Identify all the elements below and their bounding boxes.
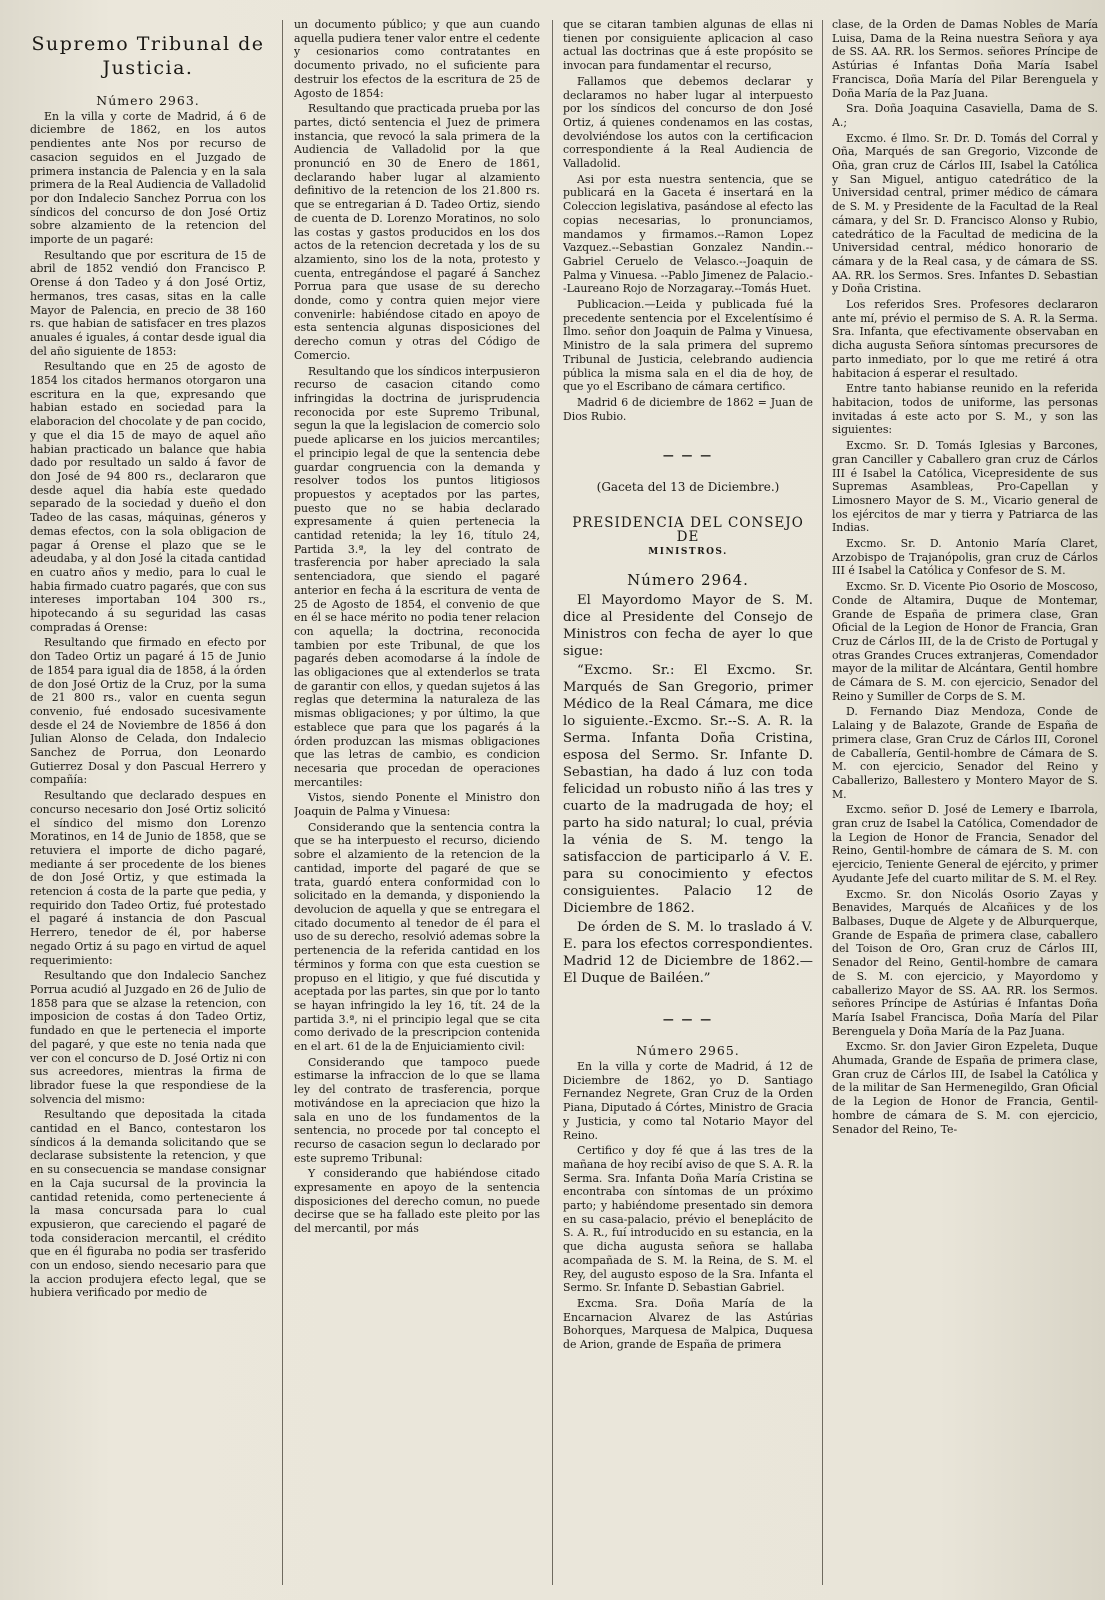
column-3 [563, 18, 813, 1588]
article-number: Número 2965. [636, 1043, 740, 1059]
paragraph: Los referidos Sres. Profesores declararon ante mí, prévio el permiso de S. A. R. la Serma. Sra. Infanta, que efectivamente observaban en dicha augusta Señora síntomas precursores de parto inmediato, por lo que me retiré á otra habitacion á esperar el resultado. [832, 298, 1098, 380]
paragraph: Excmo. señor D. José de Lemery e Ibarrola, gran cruz de Isabel la Católica, Comendador de la Legion de Honor de Francia, Senador del Reino, Gentil-hombre de cámara de S. M. con ejercicio, Teniente General de ejército, y primer Ayudante Jefe del cuarto militar de S. M. el Rey. [832, 803, 1098, 885]
paragraph: Resultando que en 25 de agosto de 1854 los citados hermanos otorgaron una escritura en la que, expresando que habian estado en sociedad para la elaboracion del chocolate y de pan cocido, y que el dia 15 de mayo de aquel año habian practicado un balance que habia dado por resultado un saldo á favor de don José de 94 800 rs., declararon que desde aquel dia había este quedado separado de la sociedad y dueño el don Tadeo de las casas, máquinas, géneros y demas efectos, con la sola obligacion de pagar á Orense el plazo que se le adeudaba, y al don José la citada cantidad en cuatro años y medio, para lo cual le habia firmado cuatro pagarés, que con sus intereses importaban 104 300 rs., hipotecando á su seguridad las casas compradas á Orense: [30, 360, 266, 634]
article-number: Número 2963. [96, 93, 200, 108]
paragraph: Resultando que los síndicos interpusieron recurso de casacion citando como infringidas la doctrina de jurisprudencia reconocida por este Supremo Tribunal, segun la que la legislacion de comercio solo puede aplicarse en los juicios mercantiles; el principio legal de que la sentencia debe guardar congruencia con la demanda y resolver todos los puntos litigiosos propuestos y aceptados por las partes, puesto que no se habia declarado expresamente á quien pertenecia la cantidad retenida; la ley 16, título 24, Partida 3.ª, la ley del contrato de trasferencia por haber apreciado la sala sentenciadora, que siendo el pagaré anterior en fecha á la escritura de venta de 25 de Agosto de 1854, el convenio de que en él se hace mérito no podia tener relacion con aquella; la doctrina, reconocida tambien por este Tribunal, de que los pagarés deben acomodarse á la índole de las obligaciones que al extenderlos se trata de garantir con ellos, y quedan sujetos á las reglas que determina la naturaleza de las mismas obligaciones; y por último, la que establece que para que los pagarés á la órden produzcan las mismas obligaciones que las letras de cambio, es condicion necesaria que procedan de operaciones mercantiles: [294, 364, 540, 789]
paragraph: un documento público; y que aun cuando aquella pudiera tener valor entre el cedente y cesionarios como contratantes en documento privado, no el suficiente para destruir los efectos de la escritura de 25 de Agosto de 1854: [294, 18, 540, 100]
paragraph: Certifico y doy fé que á las tres de la mañana de hoy recibí aviso de que S. A. R. la Serma. Sra. Infanta Doña María Cristina se encontraba con síntomas de un próximo parto; y habiéndome presentado sin demora en su casa-palacio, prévio el beneplácito de S. A. R., fuí introducido en su estancia, en la que dicha augusta señora se hallaba acompañada de S. M. la Reina, de S. M. el Rey, del augusto esposo de la Sra. Infanta el Sermo. Sr. Infante D. Sebastian Gabriel. [563, 1144, 813, 1295]
paragraph: D. Fernando Diaz Mendoza, Conde de Lalaing y de Balazote, Grande de España de primera clase, Gran Cruz de Cárlos III, Coronel de Caballería, Gentil-hombre de Cámara de S. M. con ejercicio, Senador del Reino y Caballerizo, Ballestero y Montero Mayor de S. M. [832, 705, 1098, 801]
column-rule [282, 20, 283, 1585]
paragraph: Excmo. Sr. don Javier Giron Ezpeleta, Duque Ahumada, Grande de España de primera clase, Gran cruz de Cárlos III, de Isabel la Católica y de la militar de San Hermenegildo, Gran Oficial de la Legion de Honor de Francia, Gentil-hombre de cámara de S. M. con ejercicio, Senador del Reino, Te- [832, 1040, 1098, 1136]
paragraph: Resultando que por escritura de 15 de abril de 1852 vendió don Francisco P. Orense á don Tadeo y á don José Ortiz, hermanos, tres casas, sitas en la calle Mayor de Palencia, en precio de 38 160 rs. que habian de satisfacer en tres plazos anuales é iguales, á contar desde igual dia del año siguiente de 1853: [30, 248, 266, 358]
column-1 [30, 18, 266, 1588]
column-2 [294, 18, 540, 1588]
paragraph: Sra. Doña Joaquina Casaviella, Dama de S. A.; [832, 102, 1098, 129]
paragraph: Resultando que don Indalecio Sanchez Porrua acudió al Juzgado en 26 de Julio de 1858 para que se alzase la retencion, con imposicion de costas á don Tadeo Ortiz, fundado en que le pertenecia el importe del pagaré, y que este no tenia nada que ver con el concurso de D. José Ortiz ni con sus acreedores, mientras la firma de librador fuese la que respondiese de la solvencia del mismo: [30, 969, 266, 1106]
paragraph: Considerando que tampoco puede estimarse la infraccion de lo que se llama ley del contrato de trasferencia, porque motivándose en la apreciacion que hizo la sala en uno de los fundamentos de la sentencia, no procede por tal concepto el recurso de casacion segun lo declarado por este supremo Tribunal: [294, 1055, 540, 1165]
gaceta-note: (Gaceta del 13 de Diciembre.) [596, 480, 780, 495]
paragraph: Resultando que practicada prueba por las partes, dictó sentencia el Juez de primera instancia, que revocó la sala primera de la Audiencia de Valladolid por la que pronunció en 30 de Enero de 1861, declarando haber lugar al alzamiento definitivo de la retencion de los 21.800 rs. que se entregarian á D. Tadeo Ortiz, siendo de cuenta de D. Lorenzo Moratinos, no solo las costas y gastos producidos en los dos actos de la retencion decretada y los de su alzamiento, sino los de la nota, protesto y cuenta, entregándose el pagaré á Sanchez Porrua para que usase de su derecho donde, como y contra quien mejor viere convenirle: habiéndose citado en apoyo de esta sentencia algunas disposiciones del derecho comun y otras del Código de Comercio. [294, 102, 540, 362]
paragraph: Excmo. Sr. D. Vicente Pio Osorio de Moscoso, Conde de Altamira, Duque de Montemar, Grande de España de primera clase, Gran Oficial de la Legion de Honor de Francia, Gran Cruz de Cárlos III, de la de Cristo de Portugal y otras Grandes Cruces extranjeras, Comendador mayor de la militar de Alcántara, Gentil hombre de Cámara de S. M. con ejercicio, Senador del Reino y Sumiller de Corps de S. M. [832, 580, 1098, 703]
column-4 [832, 18, 1098, 1588]
paragraph: Asi por esta nuestra sentencia, que se publicará en la Gaceta é insertará en la Coleccion legislativa, pasándose al efecto las copias necesarias, lo pronunciamos, mandamos y firmamos.--Ramon Lopez Vazquez.--Sebastian Gonzalez Nandin.--Gabriel Ceruelo de Velasco.--Joaquin de Palma y Vinuesa. --Pablo Jimenez de Palacio.--Laureano Rojo de Norzagaray.--Tomás Huet. [563, 172, 813, 296]
section-subheading: MINISTROS. [648, 547, 728, 558]
paragraph: En la villa y corte de Madrid, á 12 de Diciembre de 1862, yo D. Santiago Fernandez Negrete, Gran Cruz de la Orden Piana, Diputado á Córtes, Ministro de Gracia y Justicia, y como tal Notario Mayor del Reino. [563, 1060, 813, 1142]
separator: — — — [662, 449, 714, 463]
paragraph: Excmo. Sr. D. Tomás Iglesias y Barcones, gran Canciller y Caballero gran cruz de Cárlos III é Isabel la Católica, Vicepresidente de sus Supremas Asambleas, Pro-Capellan y Limosnero Mayor de S. M., Vicario general de los ejércitos de mar y tierra y Patriarca de las Indias. [832, 439, 1098, 535]
column-rule [822, 20, 823, 1585]
paragraph: Resultando que firmado en efecto por don Tadeo Ortiz un pagaré á 15 de Junio de 1854 para igual dia de 1858, á la órden de don José Ortiz de la Cruz, por la suma de 21 800 rs., valor en cuenta segun convenio, fué endosado sucesivamente desde el 24 de Noviembre de 1856 á don Julian Alonso de Celada, don Indalecio Sanchez de Porrua, don Leonardo Gutierrez Dosal y don Pascual Herrero y compañía: [30, 636, 266, 787]
separator: — — — [662, 1012, 714, 1026]
paragraph: clase, de la Orden de Damas Nobles de María Luisa, Dama de la Reina nuestra Señora y aya de SS. AA. RR. los Sermos. señores Príncipe de Astúrias é Infantas Doña María Isabel Francisca, Doña María del Pilar Berenguela y Doña María de la Paz Juana. [832, 18, 1098, 100]
section-heading: PRESIDENCIA DEL CONSEJO DE [572, 514, 804, 545]
paragraph: Madrid 6 de diciembre de 1862 = Juan de Dios Rubio. [563, 395, 813, 423]
paragraph: Considerando que la sentencia contra la que se ha interpuesto el recurso, diciendo sobre el alzamiento de la retencion de la cantidad, importe del pagaré de que se trata, guardó entera conformidad con lo solicitado en la demanda, y disponiendo la devolucion de aquella y que se entregara el citado documento al tenedor de él para el uso de su derecho, resolvió ademas sobre la pertenencia de la referida cantidad en los términos y forma con que esta cuestion se propuso en el litigio, y que fué discutida y aceptada por las partes, sin que por lo tanto se hayan infringido la ley 16, tít. 24 de la partida 3.ª, ni el principio legal que se cita como derivado de la prescripcion contenida en el art. 61 de la de Enjuiciamiento civil: [294, 820, 540, 1054]
paragraph: Y considerando que habiéndose citado expresamente en apoyo de la sentencia disposiciones del derecho comun, no puede decirse que se ha fallado este pleito por las del mercantil, por más [294, 1167, 540, 1236]
paragraph: Resultando que depositada la citada cantidad en el Banco, contestaron los síndicos á la demanda solicitando que se declarase subsistente la retencion, y que en su consecuencia se mandase consignar en la Caja sucursal de la provincia la cantidad retenida, como perteneciente á la masa concursada para lo cual expusieron, que careciendo el pagaré de toda consideracion mercantil, el crédito que en él figuraba no podia ser trasferido con un endoso, siendo necesario para que la accion produjera efecto legal, que se hubiera verificado por medio de [30, 1108, 266, 1300]
paragraph: El Mayordomo Mayor de S. M. dice al Presidente del Consejo de Ministros con fecha de ayer lo que sigue: [563, 592, 813, 659]
section-title: Supremo Tribunal de Justicia. [31, 33, 265, 79]
paragraph: Excmo. é Ilmo. Sr. Dr. D. Tomás del Corral y Oña, Marqués de san Gregorio, Vizconde de Oña, gran cruz de Cárlos III, Isabel la Católica y San Miguel, antiguo catedrático de la Universidad central, primer médico de cámara de S. M. y Presidente de la Facultad de la Real cámara, y del Sr. D. Francisco Alonso y Rubio, catedrático de la Facultad de medicina de la Universidad central, médico honorario de cámara y de la Real casa, y de cámara de SS. AA. RR. los Sermos. Sres. Infantes D. Sebastian y Doña Cristina. [832, 131, 1098, 296]
paragraph: Publicacion.—Leida y publicada fué la precedente sentencia por el Excelentísimo é Ilmo. señor don Joaquin de Palma y Vinuesa, Ministro de la sala primera del supremo Tribunal de Justicia, celebrando audiencia pública la misma sala en el dia de hoy, de que yo el Escribano de cámara certifico. [563, 298, 813, 394]
column-rule [552, 20, 553, 1585]
paragraph: Excmo. Sr. don Nicolás Osorio Zayas y Benavides, Marqués de Alcañices y de los Balbases, Duque de Algete y de Alburquerque, Grande de España de primera clase, caballero del Toison de Oro, Gran cruz de Cárlos III, Senador del Reino, Gentil-hombre de camara de S. M. con ejercicio, y Mayordomo y caballerizo Mayor de SS. AA. RR. los Sermos. señores Príncipe de Astúrias é Infantas Doña María Isabel Francisca, Doña María del Pilar Berenguela y Doña María de la Paz Juana. [832, 887, 1098, 1038]
paragraph: Vistos, siendo Ponente el Ministro don Joaquin de Palma y Vinuesa: [294, 791, 540, 819]
paragraph: Entre tanto habianse reunido en la referida habitacion, todos de uniforme, las personas invitadas á este acto por S. M., y son las siguientes: [832, 382, 1098, 437]
article-number: Número 2964. [627, 570, 749, 589]
paragraph: De órden de S. M. lo traslado á V. E. para los efectos correspondientes. Madrid 12 de Diciembre de 1862.—El Duque de Bailéen.” [563, 919, 813, 986]
paragraph: que se citaran tambien algunas de ellas ni tienen por consiguiente aplicacion al caso actual las doctrinas que á este propósito se invocan para fundamentar el recurso, [563, 18, 813, 73]
paragraph: Excma. Sra. Doña María de la Encarnacion Alvarez de las Astúrias Bohorques, Marquesa de Malpica, Duquesa de Arion, grande de España de primera [563, 1296, 813, 1352]
paragraph: Fallamos que debemos declarar y declaramos no haber lugar al interpuesto por los síndicos del concurso de don José Ortiz, á quienes condenamos en las costas, devolviéndose los autos con la certificacion correspondiente á la Real Audiencia de Valladolid. [563, 74, 813, 171]
decree-block [563, 592, 813, 987]
paragraph: En la villa y corte de Madrid, á 6 de diciembre de 1862, en los autos pendientes ante Nos por recurso de casacion seguidos en el Juzgado de primera instancia de Palencia y en la sala primera de la Real Audiencia de Valladolid por don Indalecio Sanchez Porrua con los síndicos del concurso de don José Ortiz sobre alzamiento de la retencion del importe de un pagaré: [30, 109, 266, 247]
paragraph: Excmo. Sr. D. Antonio María Claret, Arzobispo de Trajanópolis, gran cruz de Cárlos III é Isabel la Católica y Confesor de S. M. [832, 537, 1098, 578]
paragraph: “Excmo. Sr.: El Excmo. Sr. Marqués de San Gregorio, primer Médico de la Real Cámara, me dice lo siguiente.-Excmo. Sr.--S. A. R. la Serma. Infanta Doña Cristina, esposa del Sermo. Sr. Infante D. Sebastian, ha dado á luz con toda felicidad un robusto niño á las tres y cuarto de la madrugada de hoy; el parto ha sido natural; lo cual, prévia la vénia de S. M. tengo la satisfaccion de participarlo á V. E. para su conocimiento y efectos consiguientes. Palacio 12 de Diciembre de 1862. [563, 662, 813, 916]
paragraph: Resultando que declarado despues en concurso necesario don José Ortiz solicitó el síndico del mismo don Lorenzo Moratinos, en 14 de Junio de 1858, que se retuviera el importe de dicho pagaré, mediante á ser procedente de los bienes de don José Ortiz, y que estimada la retencion á costa de la parte que pedia, y requirido don Tadeo Ortiz, fué protestado el pagaré á instancia de don Pascual Herrero, tenedor de él, por haberse negado Ortiz á su pago en virtud de aquel requerimiento: [30, 789, 266, 967]
